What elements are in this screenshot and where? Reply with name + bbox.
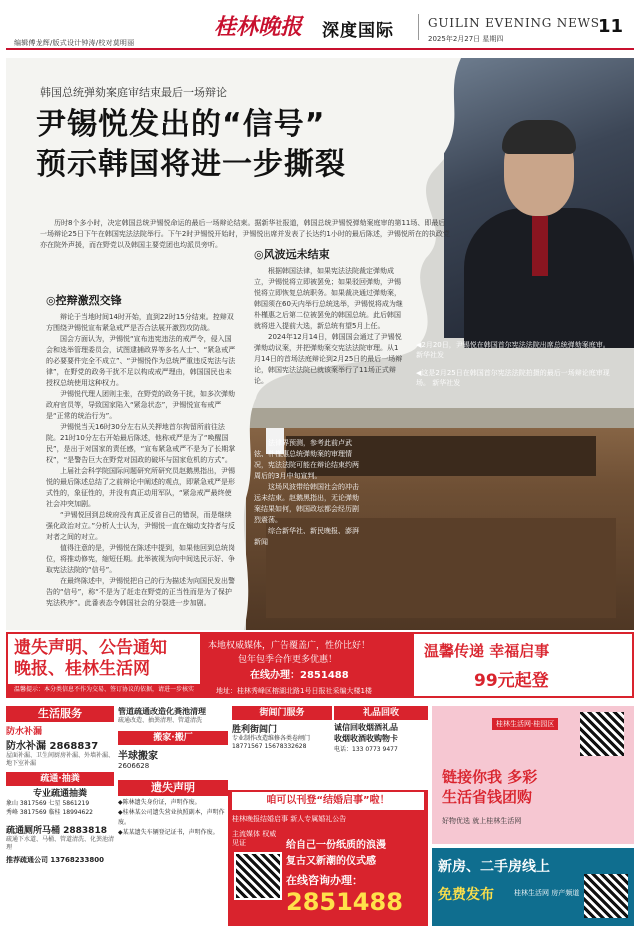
wedding-slogan-2: 复古又新潮的仪式感 <box>286 856 376 867</box>
lost-item: ◆某某遗失车辆登记证书，声明作废。 <box>118 829 219 836</box>
promo-top-label: 桂林生活网·桂园区 <box>492 718 558 730</box>
subhead-storm: ◎风波远未结束 <box>254 248 330 261</box>
banner-left-line2: 晚报、桂林生活网 <box>14 659 150 679</box>
gift-desc: 收烟收酒收购物卡 <box>334 734 398 743</box>
banner-price: 99元起登 <box>474 671 549 691</box>
banner-right-line1: 温馨传递 幸福启事 <box>424 642 550 660</box>
wedding-qr-label: 主流媒体 权威见证 <box>232 830 277 847</box>
section-title: 深度国际 <box>322 21 394 41</box>
qr-code-icon <box>234 852 282 900</box>
moving-title: 搬家·搬厂 <box>118 731 228 745</box>
life-services-title: 生活服务 <box>6 706 114 722</box>
english-name: GUILIN EVENING NEWS <box>428 16 600 30</box>
life-services-column <box>6 706 114 926</box>
paragraph: 值得注意的是，尹锡悦在陈述中提到，如果他回到总统岗位，将推动修宪，缩短任期。此举被视为向中间选民示好、争取宪法法院的“信号”。 <box>46 544 235 574</box>
promo-title-2: 生活省钱团购 <box>442 788 533 806</box>
banner-mid-line2: 包年包季合作更多优惠！ <box>238 655 338 665</box>
article-kicker: 韩国总统弹劾案庭审结束最后一场辩论 <box>40 86 227 99</box>
banner-mid <box>202 632 412 698</box>
lane-name: 胜利街闾门 <box>232 725 278 735</box>
subhead-debate: ◎控辩激烈交锋 <box>46 294 122 307</box>
pipe-title: 疏通厕所马桶 2883818 <box>6 826 107 836</box>
wedding-tel-label: 在线咨询办理： <box>286 874 363 887</box>
paragraph: 辩论于当地时间14时开始，直到22时15分结束。控辩双方围绕尹锡悦宣布紧急戒严是否合法展开激烈攻防战。 <box>46 313 234 332</box>
headline-line-1: 尹锡悦发出的“信号” <box>36 107 326 142</box>
house-sub: 免费发布 <box>438 887 494 903</box>
lost-notice-title: 遗失声明 <box>118 780 228 796</box>
article-column-b <box>254 246 404 387</box>
lane-tel: 18771567 15678332628 <box>232 743 307 750</box>
repair-title: 管道疏通改造化粪池清理 <box>118 707 206 716</box>
newspaper-logo: 桂林晚报 <box>214 14 303 40</box>
house-ad <box>432 848 634 926</box>
repair-column <box>118 706 228 926</box>
page-header <box>0 0 640 58</box>
move-title: 疏通·抽粪 <box>6 772 114 786</box>
banner-left <box>6 632 202 698</box>
banner-left-line1: 遗失声明、公告通知 <box>14 638 167 658</box>
paragraph: 尹锡悦代理人团则主张，在野党的政务干扰，如多次弹劾政府官员等，导致国家陷入“紧急状态”，尹锡悦宣布戒严是“正常的统治行为”。 <box>46 390 235 420</box>
pipe-desc: 疏通下水道、马桶、管道清洗、化粪池清理 <box>6 836 115 851</box>
paragraph: 这场风波带给韩国社会的冲击远未结束。赵鹅黑指出，无论弹劾案结果如何，韩国政坛都会经历剧烈震荡。 <box>254 483 359 524</box>
paragraph: 上届社会科学院国际问题研究所研究员赵鹅黑指出，尹锡悦的最后陈述总结了之前辩论中阐述的观点，即紧急戒严是形式性的，象征性的，并没有真正动用军队，“紧急戒严最终使社会冲突加剧。 <box>46 467 235 508</box>
source-credit: 综合新华社、新民晚报、澎湃新闻 <box>254 527 359 546</box>
article-column-a <box>46 292 236 609</box>
paragraph: 国会方面认为，尹锡悦“宣布违宪违法的戒严令，侵入国会和选举管理委员会，试图逮捕政界等多名人士”、“紧急戒严的必要要件完全不成立”、“尹锡悦作为总统严重违反宪法与法律”，在野党的政务干扰不足以构成戒严理由，韩国国民也未授权总统使用这种权力。 <box>46 335 236 387</box>
lost-item: ◆桂林某公司遗失营业执照副本，声明作废。 <box>118 809 225 826</box>
repair-desc: 疏通改造、抽粪清理、管道清洗 <box>118 717 203 724</box>
lane-title: 街闾门服务 <box>232 706 332 720</box>
column-a-text <box>46 312 236 609</box>
qr-code-icon <box>584 874 628 918</box>
moving-name: 半球搬家 <box>118 751 158 762</box>
banner-right <box>412 632 634 698</box>
promo-title-1: 链接你我 多彩 <box>442 768 538 786</box>
editors-credit: 编辑傅龙辉/版式设计钟涛/校对莫明丽 <box>14 39 135 47</box>
header-rule <box>6 48 634 50</box>
gift-name: 诚信回收烟酒礼品 <box>334 723 398 732</box>
leak-name: 防水补漏 2868837 <box>6 741 99 752</box>
gift-title: 礼品回收 <box>334 706 428 720</box>
article-lead: 历时8个多小时，决定韩国总统尹锡悦命运的最后一场辩论结束。据新华社报道，韩国总统尹锡悦弹劾案庭审的第11场、即最后一场辩论25日下午在韩国宪法法院举行。下午2时尹锡悦开始时，尹锡悦出席并发表了长达约1小时的最后陈述，尹锡悦所在的执政党亦在院外声援，而在野党以及韩国主要党团也均派员旁听。 <box>40 219 450 249</box>
leak-title: 防水补漏 <box>6 727 43 737</box>
banner-note: 温馨提示：本分类信息不作为交易、签订协议的依据，请进一步核实 <box>8 684 414 696</box>
paragraph: 在最终陈述中，尹锡悦把自己的行为描述为向国民发出警告的“信号”，称“不是为了赶走在野党的正当性而是为了保护宪法秩序”。此番表态令韩国社会的分裂进一步加剧。 <box>46 577 235 607</box>
photo-caption-2: ◀这是2月25日在韩国首尔宪法法院拍摄的最后一场辩论庭审现场。 新华社发 <box>416 369 610 387</box>
wedding-slogan-1: 给自己一份纸质的浪漫 <box>286 840 386 851</box>
paragraph: “尹锡悦回到总统府没有真正反省自己的错误，而是继续强化政治对立。”分析人士认为，尹锡悦一直在煽动支持者与反对者之间的对立。 <box>46 511 236 541</box>
banner-address: 地址：桂林秀峰区榕湖北路1号日报社采编大楼1楼 <box>216 687 372 695</box>
gift-recycle-ad <box>334 706 428 786</box>
move-tel-1: 象山 3817569 七星 5861219 <box>6 800 90 807</box>
moving-tel: 2606628 <box>118 762 150 770</box>
header-divider <box>418 14 419 40</box>
paragraph: 尹锡悦当天16时30分左右从关押地首尔拘留所前往法院。21时10分左右开始最后陈述，他称戒严是为了“唤醒国民”，是出于对国家的责任感，“宣布紧急戒严不是为了长期掌权”，“是警告巨大在野党对国政的破坏与国家危机的方式”。 <box>46 423 236 464</box>
wedding-ad <box>228 790 428 926</box>
wedding-line: 桂林晚报结婚启事 新人专属婚礼公告 <box>232 815 347 823</box>
paragraph: 根据韩国法律，如果宪法法院裁定弹劾成立，尹锡悦将立即被罢免；如果驳回弹劾，尹锡悦将立即恢复总统职务。如果裁决通过弹劾案，韩国须在60天内举行总统选举，尹锡悦将成为继朴槿惠之后第二位被罢免的韩国总统。此后韩国就将进入提前大选，新总统有望5月上任。 <box>254 267 403 330</box>
classified-ads <box>6 630 634 927</box>
wedding-tel: 2851488 <box>286 888 403 916</box>
page-number: 11 <box>598 16 624 37</box>
photo-caption-1: ◀2月20日，尹锡悦在韩国首尔宪法法院出席总统弹劾案庭审。 新华社发 <box>416 341 610 359</box>
qr-code-icon <box>580 712 624 756</box>
article-area <box>6 58 634 630</box>
banner-mid-line1: 本地权威媒体，广告覆盖广，性价比好！ <box>208 641 371 651</box>
banner-tel: 在线办理：2851488 <box>250 670 349 681</box>
lost-item: ◆陈林遗失身份证，声明作废。 <box>118 799 201 806</box>
move-name: 专业疏通抽粪 <box>32 789 87 799</box>
article-column-c <box>254 438 359 548</box>
paragraph: 2024年12月14日，韩国国会通过了尹锡悦弹劾动议案，并把弹劾案交宪法法院审理。从1月14日的首场法庭辩论到2月25日的最后一场辩论，韩国宪法法院已就该案举行了11场正式辩论。 <box>254 333 403 385</box>
paragraph: 法律界预测，参考此前卢武铉、朴槿惠总统弹劾案的审理情况，宪法法院可能在辩论结束约两周后的3月中旬宣判。 <box>254 439 359 480</box>
move-tel-2: 秀峰 3817569 临桂 18994622 <box>6 809 93 816</box>
promo-note: 好物优选 就上桂林生活网 <box>442 817 522 825</box>
pipe-company: 推荐疏通公司 13768233800 <box>6 856 105 864</box>
house-desc: 桂林生活网 房产频道 <box>514 889 580 897</box>
lane-gate-ad <box>232 706 332 786</box>
leak-desc: 屋面补漏、卫生间厨房补漏、外墙补漏、地下室补漏 <box>6 752 115 767</box>
lane-desc: 专业制作改造维修各类卷闸门 <box>232 735 311 742</box>
wedding-banner: 咱可以刊登“结婚启事”啦！ <box>232 792 424 810</box>
headline-line-2: 预示韩国将进一步撕裂 <box>36 147 346 182</box>
group-buy-ad <box>432 706 634 844</box>
house-title: 新房、二手房线上 <box>438 859 550 875</box>
gift-tel: 电话：133 0773 9477 <box>334 746 398 753</box>
issue-date: 2025年2月27日 星期四 <box>428 35 504 43</box>
